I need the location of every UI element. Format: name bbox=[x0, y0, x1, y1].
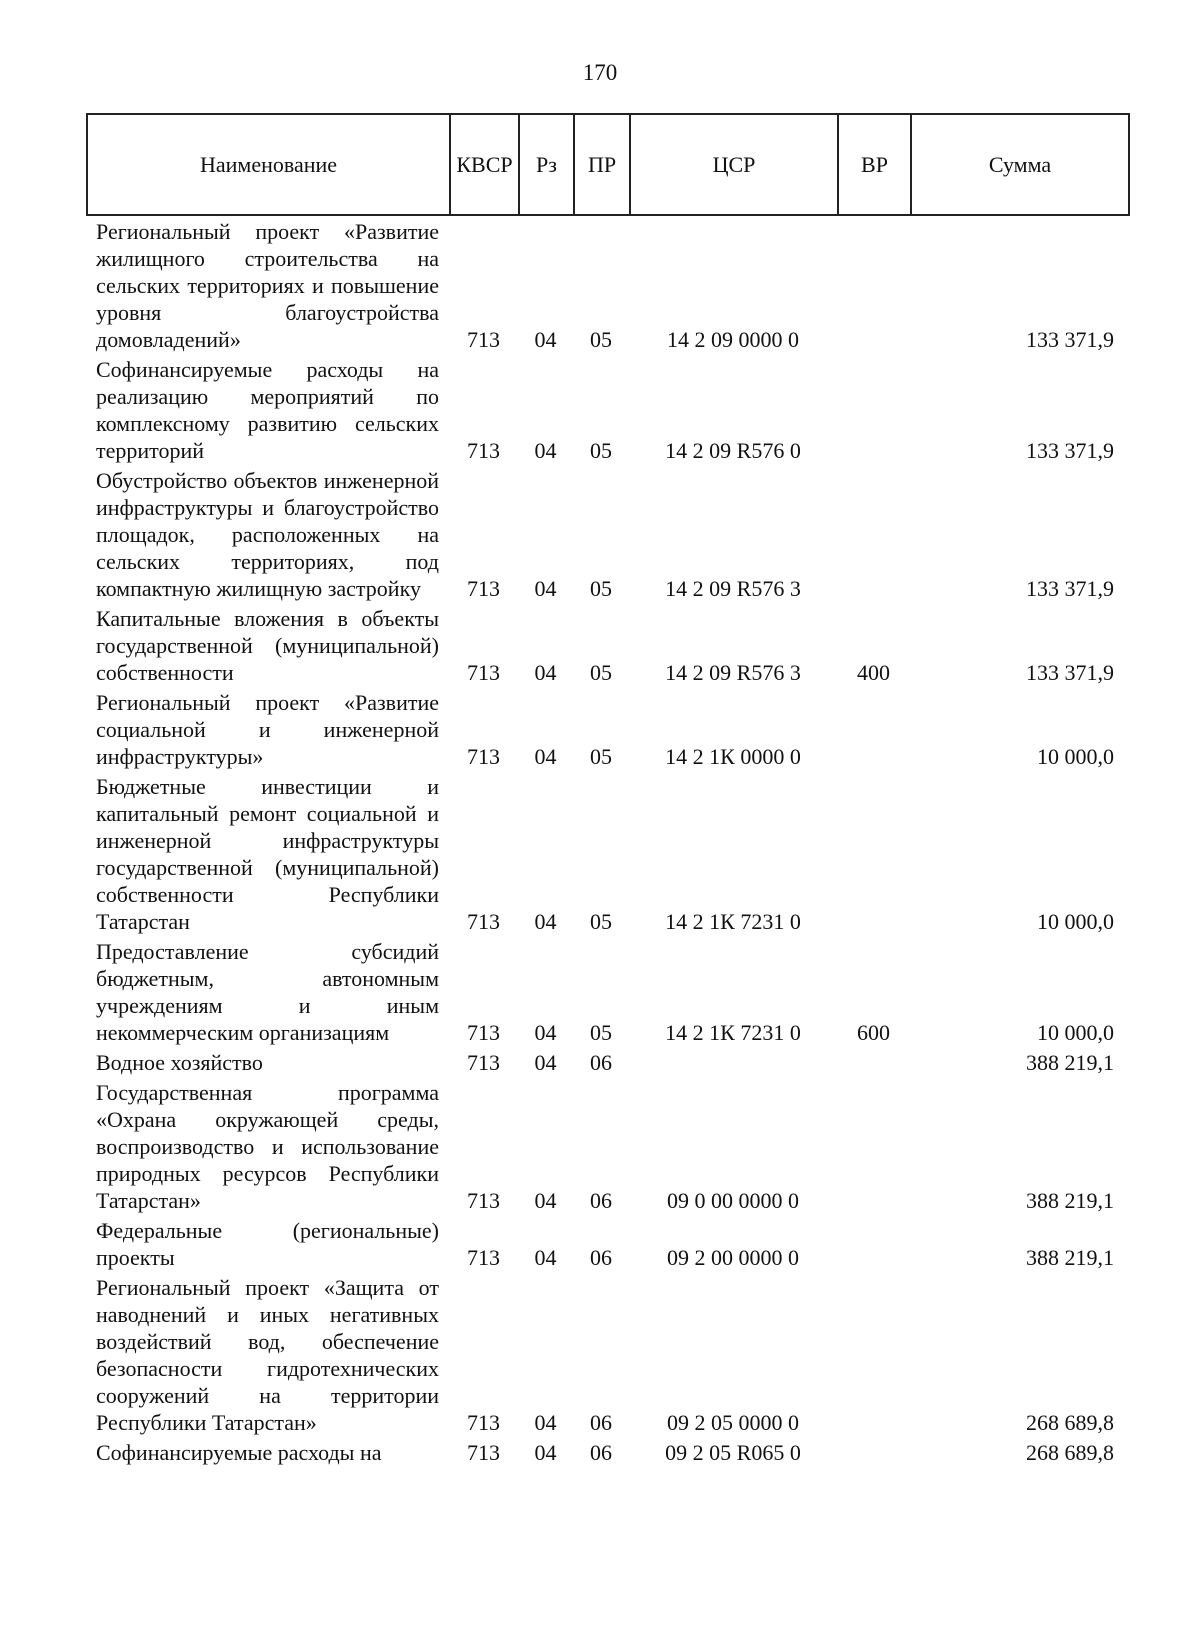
table-row bbox=[86, 773, 1128, 938]
row-vr bbox=[837, 773, 910, 938]
row-name: Региональный проект «Защита от наводнений и иных негативных воздействий вод, обеспечение безопасности гидротехнических сооружений на территории Республики Татарстан» bbox=[96, 1275, 439, 1435]
row-vr: 600 bbox=[857, 1020, 890, 1045]
row-vr bbox=[837, 689, 910, 773]
budget-table bbox=[86, 218, 1128, 1469]
row-kvsr: 713 bbox=[467, 1440, 500, 1465]
row-kvsr: 713 bbox=[467, 1188, 500, 1213]
table-row bbox=[86, 218, 1128, 356]
row-sum: 133 371,9 bbox=[1026, 660, 1114, 685]
row-vr: 400 bbox=[857, 660, 890, 685]
row-rz: 04 bbox=[534, 909, 557, 934]
row-sum: 388 219,1 bbox=[1026, 1245, 1114, 1270]
row-kvsr: 713 bbox=[467, 1050, 500, 1075]
row-kvsr: 713 bbox=[467, 744, 500, 769]
row-csr: 14 2 09 0000 0 bbox=[667, 327, 799, 352]
row-csr: 14 2 09 R576 3 bbox=[665, 660, 801, 685]
table-row bbox=[86, 689, 1128, 773]
row-csr: 14 2 1К 7231 0 bbox=[665, 1020, 801, 1045]
row-rz: 04 bbox=[534, 660, 557, 685]
row-kvsr: 713 bbox=[467, 1245, 500, 1270]
row-name: Бюджетные инвестиции и капитальный ремонт социальной и инженерной инфраструктуры государственной (муниципальной) собственности Республики Татарстан bbox=[96, 774, 439, 934]
row-pr: 06 bbox=[590, 1410, 612, 1435]
row-pr: 06 bbox=[590, 1188, 612, 1213]
row-vr bbox=[837, 1049, 910, 1079]
row-name: Софинансируемые расходы на реализацию мероприятий по комплексному развитию сельских территорий bbox=[96, 357, 439, 463]
row-sum: 388 219,1 bbox=[1026, 1188, 1114, 1213]
row-sum: 133 371,9 bbox=[1026, 576, 1114, 601]
row-sum: 10 000,0 bbox=[1037, 744, 1114, 769]
table-row bbox=[86, 1217, 1128, 1274]
row-pr: 05 bbox=[590, 327, 612, 352]
row-kvsr: 713 bbox=[467, 438, 500, 463]
row-pr: 06 bbox=[590, 1245, 612, 1270]
row-rz: 04 bbox=[534, 1410, 557, 1435]
table-row bbox=[86, 467, 1128, 605]
row-name: Региональный проект «Развитие жилищного строительства на сельских территориях и повышение уровня благоустройства домовладений» bbox=[96, 219, 439, 352]
column-header-csr: ЦСР bbox=[630, 114, 838, 215]
column-header-rz: Рз bbox=[519, 114, 574, 215]
row-pr: 05 bbox=[590, 909, 612, 934]
table-row bbox=[86, 938, 1128, 1049]
row-csr: 14 2 1К 0000 0 bbox=[665, 744, 801, 769]
row-name: Региональный проект «Развитие социальной и инженерной инфраструктуры» bbox=[96, 690, 439, 769]
row-vr bbox=[837, 218, 910, 356]
row-kvsr: 713 bbox=[467, 1410, 500, 1435]
column-header-kvsr: КВСР bbox=[450, 114, 519, 215]
row-kvsr: 713 bbox=[467, 660, 500, 685]
row-kvsr: 713 bbox=[467, 1020, 500, 1045]
row-vr bbox=[837, 1274, 910, 1439]
row-vr bbox=[837, 1217, 910, 1274]
row-rz: 04 bbox=[534, 1440, 557, 1465]
row-sum: 133 371,9 bbox=[1026, 438, 1114, 463]
row-pr: 05 bbox=[590, 1020, 612, 1045]
row-name: Федеральные (региональные) проекты bbox=[96, 1218, 439, 1270]
table-row bbox=[86, 1439, 1128, 1469]
row-name: Капитальные вложения в объекты государственной (муниципальной) собственности bbox=[96, 606, 439, 685]
row-csr: 09 2 05 0000 0 bbox=[667, 1410, 799, 1435]
table-header bbox=[86, 113, 1130, 216]
table-row bbox=[86, 1049, 1128, 1079]
column-header-name: Наименование bbox=[87, 114, 450, 215]
row-sum: 133 371,9 bbox=[1026, 327, 1114, 352]
row-csr: 14 2 09 R576 3 bbox=[665, 576, 801, 601]
row-rz: 04 bbox=[534, 438, 557, 463]
row-csr: 09 2 05 R065 0 bbox=[665, 1440, 801, 1465]
row-rz: 04 bbox=[534, 1050, 557, 1075]
row-vr bbox=[837, 467, 910, 605]
row-sum: 10 000,0 bbox=[1037, 909, 1114, 934]
row-csr: 09 0 00 0000 0 bbox=[667, 1188, 799, 1213]
row-name: Водное хозяйство bbox=[96, 1050, 263, 1075]
row-vr bbox=[837, 1079, 910, 1217]
row-pr: 05 bbox=[590, 660, 612, 685]
row-kvsr: 713 bbox=[467, 327, 500, 352]
row-name: Софинансируемые расходы на bbox=[96, 1440, 382, 1465]
row-csr: 09 2 00 0000 0 bbox=[667, 1245, 799, 1270]
row-csr bbox=[629, 1049, 837, 1079]
row-vr bbox=[837, 356, 910, 467]
row-sum: 268 689,8 bbox=[1026, 1410, 1114, 1435]
row-pr: 05 bbox=[590, 576, 612, 601]
row-rz: 04 bbox=[534, 576, 557, 601]
row-sum: 10 000,0 bbox=[1037, 1020, 1114, 1045]
row-csr: 14 2 09 R576 0 bbox=[665, 438, 801, 463]
row-pr: 06 bbox=[590, 1440, 612, 1465]
column-header-pr: ПР bbox=[574, 114, 630, 215]
row-rz: 04 bbox=[534, 1188, 557, 1213]
row-pr: 05 bbox=[590, 438, 612, 463]
row-name: Государственная программа «Охрана окружающей среды, воспроизводство и использование природных ресурсов Республики Татарстан» bbox=[96, 1080, 439, 1213]
column-header-sum: Сумма bbox=[911, 114, 1129, 215]
column-header-vr: ВР bbox=[838, 114, 911, 215]
row-csr: 14 2 1К 7231 0 bbox=[665, 909, 801, 934]
page-number: 170 bbox=[582, 60, 618, 85]
row-rz: 04 bbox=[534, 327, 557, 352]
table-row bbox=[86, 1079, 1128, 1217]
row-rz: 04 bbox=[534, 744, 557, 769]
row-name: Обустройство объектов инженерной инфраструктуры и благоустройство площадок, расположенных на сельских территориях, под компактную жилищную застройку bbox=[96, 468, 439, 601]
row-pr: 06 bbox=[590, 1050, 612, 1075]
row-kvsr: 713 bbox=[467, 576, 500, 601]
table-row bbox=[86, 605, 1128, 689]
row-sum: 388 219,1 bbox=[1026, 1050, 1114, 1075]
row-sum: 268 689,8 bbox=[1026, 1440, 1114, 1465]
row-name: Предоставление субсидий бюджетным, автономным учреждениям и иным некоммерческим организациям bbox=[96, 939, 439, 1045]
row-pr: 05 bbox=[590, 744, 612, 769]
row-rz: 04 bbox=[534, 1020, 557, 1045]
table-row bbox=[86, 1274, 1128, 1439]
row-vr bbox=[837, 1439, 910, 1469]
row-kvsr: 713 bbox=[467, 909, 500, 934]
row-rz: 04 bbox=[534, 1245, 557, 1270]
table-row bbox=[86, 356, 1128, 467]
